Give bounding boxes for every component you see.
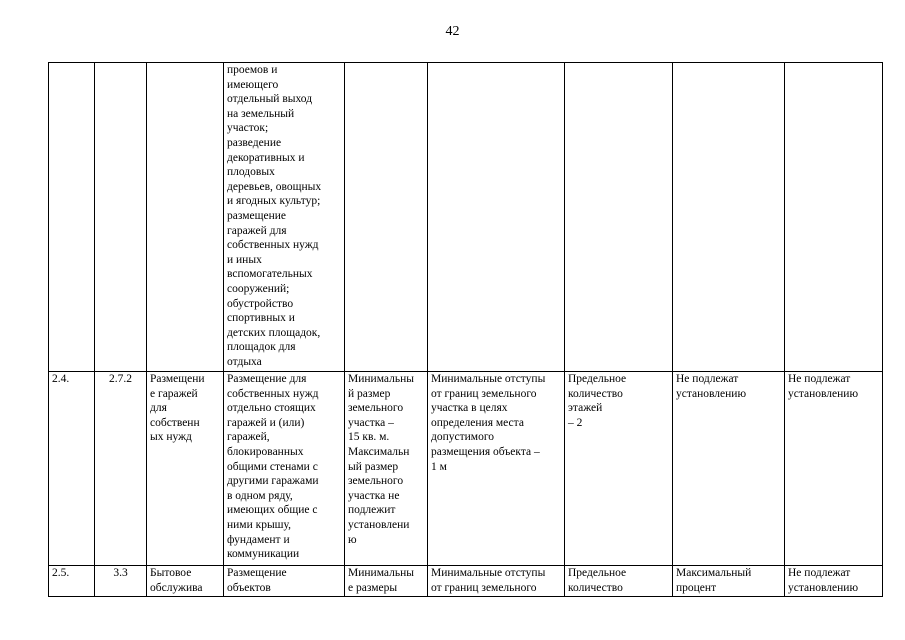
page-number: 42 [445, 24, 460, 39]
table-row [49, 566, 883, 597]
setback-cell: Минимальные отступы от границ земельного участка в целях определения места допустимого размещения объекта – 1 м [428, 372, 565, 566]
row-number-cell: 2.5. [49, 566, 95, 597]
coverage-cell: Максимальный процент [673, 566, 785, 597]
setback-cell: Минимальные отступы от границ земельного [428, 566, 565, 597]
coverage-cell [673, 63, 785, 372]
table-row [49, 63, 883, 372]
coverage-cell: Не подлежат установлению [673, 372, 785, 566]
floors-cell: Предельное количество [565, 566, 673, 597]
use-code-cell: 3.3 [95, 566, 147, 597]
plot-area-cell: Минимальны й размер земельного участка – 15 кв. м. Максимальн ый размер земельного участка не подлежит установлени ю [345, 372, 428, 566]
table-row [49, 372, 883, 566]
other-limits-cell: Не подлежат установлению [785, 372, 883, 566]
other-limits-cell: Не подлежат установлению [785, 566, 883, 597]
use-code-cell: 2.7.2 [95, 372, 147, 566]
plot-area-cell [345, 63, 428, 372]
use-name-cell [147, 63, 224, 372]
row-number-cell: 2.4. [49, 372, 95, 566]
floors-cell: Предельное количество этажей – 2 [565, 372, 673, 566]
floors-cell [565, 63, 673, 372]
use-description-cell: Размещение для собственных нужд отдельно стоящих гаражей и (или) гаражей, блокированных общими стенами с другими гаражами в одном ряду, имеющих общие с ними крышу, фундамент и коммуникации [224, 372, 345, 566]
row-number-cell [49, 63, 95, 372]
setback-cell [428, 63, 565, 372]
other-limits-cell [785, 63, 883, 372]
use-code-cell [95, 63, 147, 372]
use-description-cell: Размещение объектов [224, 566, 345, 597]
land-use-regulations-table [48, 62, 883, 597]
use-name-cell: Размещени е гаражей для собственн ых нужд [147, 372, 224, 566]
plot-area-cell: Минимальны е размеры [345, 566, 428, 597]
use-name-cell: Бытовое обслужива [147, 566, 224, 597]
use-description-cell: проемов и имеющего отдельный выход на земельный участок; разведение декоративных и плодовых деревьев, овощных и ягодных культур; размещение гаражей для собственных нужд и иных вспомогательных сооружений; обустройство спортивных и детских площадок, площадок для отдыха [224, 63, 345, 372]
